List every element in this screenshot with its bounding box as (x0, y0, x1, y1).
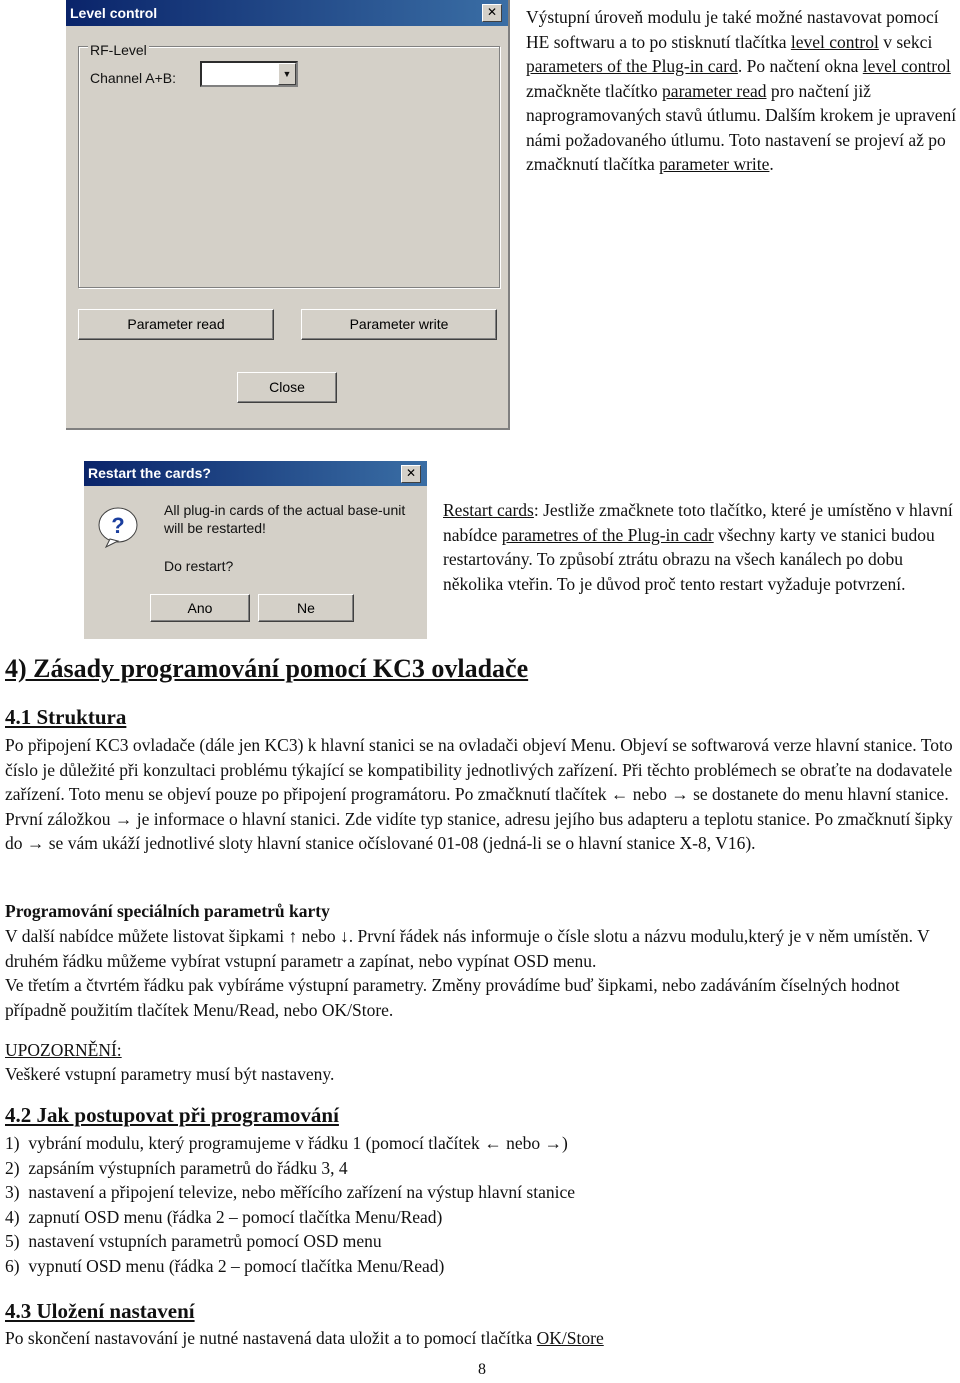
restart-description (443, 498, 960, 596)
no-button[interactable]: Ne (258, 594, 354, 622)
list-item (5, 1131, 960, 1156)
text-fragment: Po připojení KC3 ovladače (dále jen KC3) k hlavní stanici se na ovladači objeví Menu. Objeví se softwarová verze hlavní stanice. Toto číslo je důležité při konzultaci problému týkající se kompatibility jednotlivých zařízení. Při těchto problémech se obraťte na dodavatele zařízení. Toto menu se objeví pouze po připojení programátoru. Po zmačknutí tlačítek (5, 735, 953, 804)
step-text: nastavení vstupních parametrů pomocí OSD menu (28, 1231, 382, 1251)
channel-label: Channel A+B: (90, 70, 177, 86)
text-fragment: : Jestliže zmačknete toto tlačítko, které je umístěno v hlavní nabídce (443, 500, 953, 545)
chevron-down-icon[interactable]: ▼ (278, 63, 296, 85)
step-text: nebo (501, 1133, 545, 1153)
level-control-titlebar (66, 0, 508, 26)
step-number: 4) (5, 1206, 20, 1227)
parametres-link: parametres of the Plug-in cadr (501, 524, 714, 545)
parameter-write-link: parameter write (659, 154, 770, 174)
restart-cards-link: Restart cards (443, 500, 534, 520)
step-text: zapsáním výstupních parametrů do řádku 3, 4 (28, 1157, 348, 1178)
section-4-3-text (5, 1326, 960, 1351)
arrow-right-icon: → (26, 833, 45, 853)
text-fragment: pro načtení již naprogramovaných stavů útlumu. Dalším krokem je upravení námi požadovaného útlumu. Toto nastavení se projeví až po zmačknutí tlačítka (526, 80, 957, 174)
section-4-heading: 4) Zásady programování pomocí KC3 ovladače (5, 654, 529, 683)
text-fragment: je informace o hlavní stanici. Zde vidíte typ stanice, adresu jejího bus adapteru a teplotu stanice. Po zmačknutí šipky do (5, 808, 953, 853)
text-fragment: . První řádek nás informuje o čísle slotu a názvu modulu,který je v něm umístěn. V druhém řádku můžeme vybírat vstupní parametr a zapínat, nebo vypínat OSD menu. (5, 926, 930, 971)
parameter-read-button[interactable]: Parameter read (78, 309, 274, 340)
text-fragment: se dostanete do menu hlavní stanice. První záložkou (5, 784, 949, 829)
close-button[interactable]: Close (237, 372, 337, 403)
warning-text: Veškeré vstupní parametry musí být nastaveny. (5, 1064, 335, 1084)
warning-heading (5, 1038, 122, 1063)
dialog-title: Restart the cards? (88, 465, 211, 481)
parameter-read-link: parameter read (662, 80, 767, 101)
text-fragment: všechny karty ve stanici budou restartovány. To způsobí ztrátu obrazu na všech kanálech po dobu několika vteřin. To je důvod proč tento restart vyžaduje potvrzení. (443, 524, 935, 594)
text-fragment: Výstupní úroveň modulu je také možné nastavovat pomocí HE softwaru a to po stisknutí tlačítka (526, 7, 939, 52)
parameters-link: parameters of the Plug-in card (526, 56, 738, 76)
programming-text (5, 924, 960, 1022)
text-fragment: nebo (297, 926, 341, 946)
restart-dialog (84, 461, 427, 639)
step-number: 2) (5, 1157, 20, 1178)
arrow-left-icon: ← (610, 784, 629, 804)
level-control-dialog (66, 0, 510, 430)
step-text: zapnutí OSD menu (řádka 2 – pomocí tlačítka Menu/Read) (28, 1206, 443, 1227)
parameter-write-button[interactable]: Parameter write (301, 309, 497, 340)
list-item (5, 1229, 960, 1254)
text-fragment: . (769, 154, 774, 174)
step-text: ) (561, 1133, 568, 1153)
text-fragment: nebo (628, 784, 672, 804)
list-item (5, 1156, 960, 1181)
step-number: 1) (5, 1133, 20, 1153)
step-number: 5) (5, 1231, 20, 1251)
yes-button[interactable]: Ano (150, 594, 250, 622)
rf-level-label: RF-Level (88, 38, 149, 63)
arrow-up-icon: ↑ (288, 926, 298, 946)
section-4-2-heading: 4.2 Jak postupovat při programování (5, 1103, 339, 1127)
arrow-right-icon: → (114, 808, 133, 829)
svg-text:?: ? (111, 513, 125, 538)
restart-question: Do restart? (164, 558, 234, 574)
section-4-3-heading: 4.3 Uložení nastavení (5, 1299, 195, 1323)
restart-message: All plug-in cards of the actual base-unit will be restarted! (164, 502, 406, 536)
question-icon (96, 505, 140, 549)
step-number: 3) (5, 1182, 20, 1202)
step-number: 6) (5, 1255, 20, 1276)
arrow-down-icon: ↓ (340, 926, 349, 946)
text-fragment: Po skončení nastavování je nutné nastavená data uložit a to pomocí tlačítka (5, 1328, 537, 1348)
text-fragment: zmačkněte tlačítko (526, 80, 663, 101)
restart-titlebar (84, 461, 427, 486)
step-text: vypnutí OSD menu (řádka 2 – pomocí tlačítka Menu/Read) (28, 1255, 445, 1276)
arrow-right-icon: → (671, 784, 689, 804)
text-fragment: v sekci (878, 31, 933, 52)
list-item (5, 1254, 960, 1279)
dialog-title: Level control (70, 5, 158, 21)
section-4-1-heading: 4.1 Struktura (5, 705, 127, 729)
level-control-description (526, 5, 960, 177)
step-text: nastavení a připojení televize, nebo měřícího zařízení na výstup hlavní stanice (28, 1182, 575, 1202)
step-text: vybrání modulu, který programujeme v řádku 1 (pomocí tlačítek (28, 1133, 485, 1153)
channel-select[interactable] (200, 61, 298, 87)
level-control-link: level control (790, 31, 879, 52)
text-fragment: . Po načtení okna (737, 56, 863, 76)
text-fragment: se vám ukáží jednotlivé sloty hlavní stanice očíslované 01-08 (jedná-li se o hlavní stanice X-8, V16). (44, 833, 756, 853)
programming-heading: Programování speciálních parametrů karty (5, 901, 330, 921)
section-4-1-text (5, 733, 960, 856)
list-item (5, 1205, 960, 1230)
page-number: 8 (478, 1361, 486, 1378)
arrow-right-icon: → (544, 1133, 562, 1153)
close-icon[interactable]: ✕ (401, 465, 421, 483)
close-icon[interactable]: ✕ (482, 4, 502, 22)
warning-label: UPOZORNĚNÍ: (5, 1040, 122, 1060)
text-fragment: V další nabídce můžete listovat šipkami (5, 926, 289, 946)
arrow-left-icon: ← (484, 1133, 502, 1153)
list-item (5, 1180, 960, 1205)
steps-list (5, 1131, 960, 1278)
level-control-link-2: level control (862, 56, 951, 76)
text-fragment: Ve třetím a čtvrtém řádku pak vybíráme výstupní parametry. Změny provádíme buď šipkami, nebo zadáváním číselných hodnot případně použitím tlačítek Menu/Read, nebo OK/Store. (5, 975, 900, 1020)
ok-store-link: OK/Store (536, 1328, 604, 1348)
